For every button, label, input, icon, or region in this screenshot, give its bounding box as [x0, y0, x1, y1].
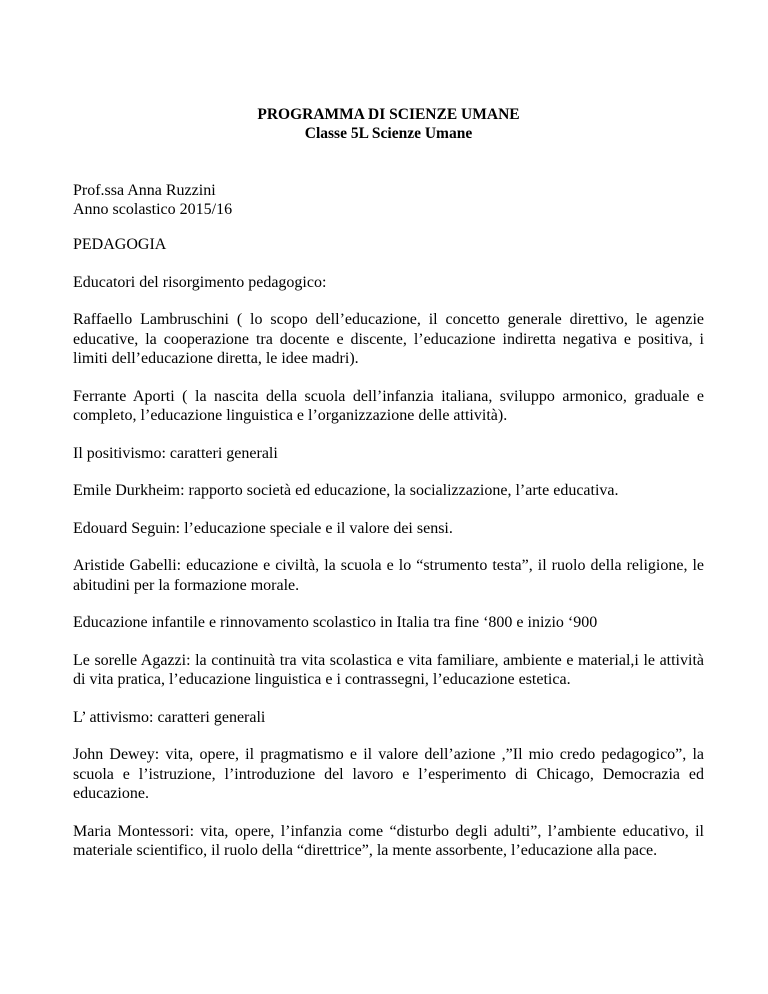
paragraph-gabelli: Aristide Gabelli: educazione e civiltà, la scuola e lo “strumento testa”, il ruolo della religione, le abitudini per la formazione morale.	[73, 557, 704, 594]
paragraph-dewey: John Dewey: vita, opere, il pragmatismo e il valore dell’azione ,”Il mio credo pedagogico”, la scuola e l’istruzione, l’introduzione del lavoro e l’esperimento di Chicago, Democrazia ed educazione.	[73, 746, 704, 802]
paragraph-lambruschini: Raffaello Lambruschini ( lo scopo dell’educazione, il concetto generale direttivo, le agenzie educative, la cooperazione tra docente e discente, l’educazione indiretta negativa e positiva, i limiti dell’educazione diretta, le idee madri).	[73, 311, 704, 367]
paragraph-risorgimento: Educatori del risorgimento pedagogico:	[73, 273, 327, 291]
paragraph-educazione-infantile: Educazione infantile e rinnovamento scolastico in Italia tra fine ‘800 e inizio ‘900	[73, 614, 598, 631]
teacher-name: Prof.ssa Anna Ruzzini	[73, 182, 216, 199]
paragraph-agazzi: Le sorelle Agazzi: la continuità tra vita scolastica e vita familiare, ambiente e material,i le attività di vita pratica, l’educazione linguistica e i contrassegni, l’educazione estetica.	[73, 651, 704, 688]
paragraph-positivismo: Il positivismo: caratteri generali	[73, 444, 278, 462]
document-meta	[73, 181, 704, 219]
paragraph-montessori: Maria Montessori: vita, opere, l’infanzia come “disturbo degli adulti”, l’ambiente educativo, il materiale scientifico, il ruolo della “direttrice”, la mente assorbente, l’educazione alla pace.	[73, 822, 704, 859]
document-title: PROGRAMMA DI SCIENZE UMANE	[257, 106, 520, 123]
paragraph-aporti: Ferrante Aporti ( la nascita della scuola dell’infanzia italiana, sviluppo armonico, graduale e completo, l’educazione linguistica e l’organizzazione delle attività).	[73, 387, 704, 424]
document-header	[73, 105, 704, 143]
paragraph-attivismo: L’ attivismo: caratteri generali	[73, 708, 266, 726]
section-heading: PEDAGOGIA	[73, 236, 167, 253]
paragraph-seguin: Edouard Seguin: l’educazione speciale e il valore dei sensi.	[73, 519, 453, 537]
school-year: Anno scolastico 2015/16	[73, 201, 233, 218]
paragraph-durkheim: Emile Durkheim: rapporto società ed educazione, la socializzazione, l’arte educativa.	[73, 482, 619, 499]
document-subtitle: Classe 5L Scienze Umane	[304, 125, 473, 142]
